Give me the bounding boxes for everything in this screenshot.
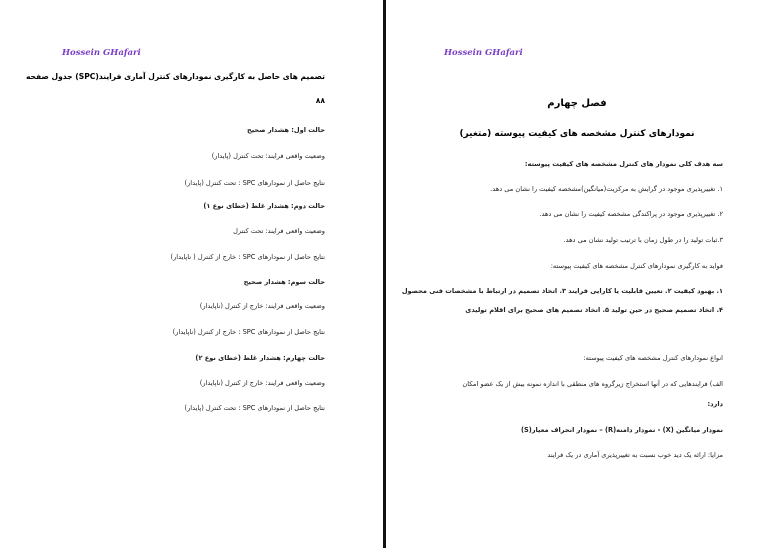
case-4-spc-result: نتایج حاصل از نمودارهای SPC : تحت کنترل (پایدار) xyxy=(184,404,325,412)
goals-heading: سه هدف کلی نمودار های کنترل مشخصه های کیفیت پیوسته: xyxy=(524,160,723,168)
chapter-title: فصل چهارم xyxy=(547,98,607,109)
case-1-process-state: وضعیت واقعی فرایند: تحت کنترل (پایدار) xyxy=(211,152,325,160)
goal-3: ۳.ثبات تولید را در طول زمان با ترتیب تولید نشان می دهد. xyxy=(563,236,723,244)
advantages: مزایا: ارائه یک دید خوب نسبت به تغییرپذیری آماری در یک فرایند xyxy=(547,451,723,459)
benefits-heading: فواید به کارگیری نمودارهای کنترل مشخصه های کیفیت پیوسته: xyxy=(550,262,723,270)
type-a-line-1: الف) فرایندهایی که در آنها استخراج زیرگروه های منطقی با اندازه نمونه بیش از یک عضو امکان xyxy=(462,380,723,388)
types-heading: انواع نمودارهای کنترل مشخصه های کیفیت پیوسته: xyxy=(583,354,723,362)
goal-1: ۱. تغییرپذیری موجود در گرایش به مرکزیت(میانگین)مشخصه کیفیت را نشان می دهد. xyxy=(490,185,723,193)
case-1-heading: حالت اول: هشدار صحیح xyxy=(246,126,325,134)
case-4-process-state: وضعیت واقعی فرایند: خارج از کنترل (ناپایدار) xyxy=(199,379,325,387)
chapter-subtitle: نمودارهای کنترل مشخصه های کیفیت پیوسته (متغیر) xyxy=(459,129,695,139)
goal-2: ۲. تغییرپذیری موجود در پراکندگی مشخصه کیفیت را نشان می دهد. xyxy=(539,210,723,218)
benefits-line-2: ۴. اتخاذ تصمیم صحیح در حین تولید ۵. اتخاذ تصمیم های صحیح برای اقلام تولیدی xyxy=(465,306,723,314)
author-header-left: Hossein GHafari xyxy=(62,48,141,58)
benefits-line-1: ۱. بهبود کیفیت ۲. تعیین قابلیت یا کارایی فرایند ۳. اتخاذ تصمیم در ارتباط با مشخصات فنی محصول xyxy=(401,287,723,295)
case-2-heading: حالت دوم: هشدار غلط (خطای نوع ۱) xyxy=(203,202,325,210)
case-2-spc-result: نتایج حاصل از نمودارهای SPC : خارج از کنترل ( ناپایدار) xyxy=(170,253,325,261)
right-page xyxy=(386,0,768,548)
case-4-heading: حالت چهارم: هشدار غلط (خطای نوع ۲) xyxy=(195,354,325,362)
case-3-process-state: وضعیت واقعی فرایند: خارج از کنترل (ناپایدار) xyxy=(199,302,325,310)
type-a-line-2: دارد: xyxy=(707,400,723,408)
case-2-process-state: وضعیت واقعی فرایند: تحت کنترل xyxy=(233,227,325,235)
page-reference: ۸۸ xyxy=(315,96,325,105)
case-3-heading: حالت سوم: هشدار صحیح xyxy=(243,278,325,286)
author-header-right: Hossein GHafari xyxy=(444,48,523,58)
table-title: تصمیم های حاصل به کارگیری نمودارهای کنترل آماری فرایند(SPC) جدول صفحه xyxy=(25,72,325,81)
chart-types: نمودار میانگین (X) - نمودار دامنه(R) – نمودار انحراف معیار(S) xyxy=(520,426,723,434)
case-1-spc-result: نتایج حاصل از نمودارهای SPC : تحت کنترل (پایدار) xyxy=(184,179,325,187)
case-3-spc-result: نتایج حاصل از نمودارهای SPC : خارج از کنترل (ناپایدار) xyxy=(172,328,325,336)
left-page xyxy=(0,0,383,548)
